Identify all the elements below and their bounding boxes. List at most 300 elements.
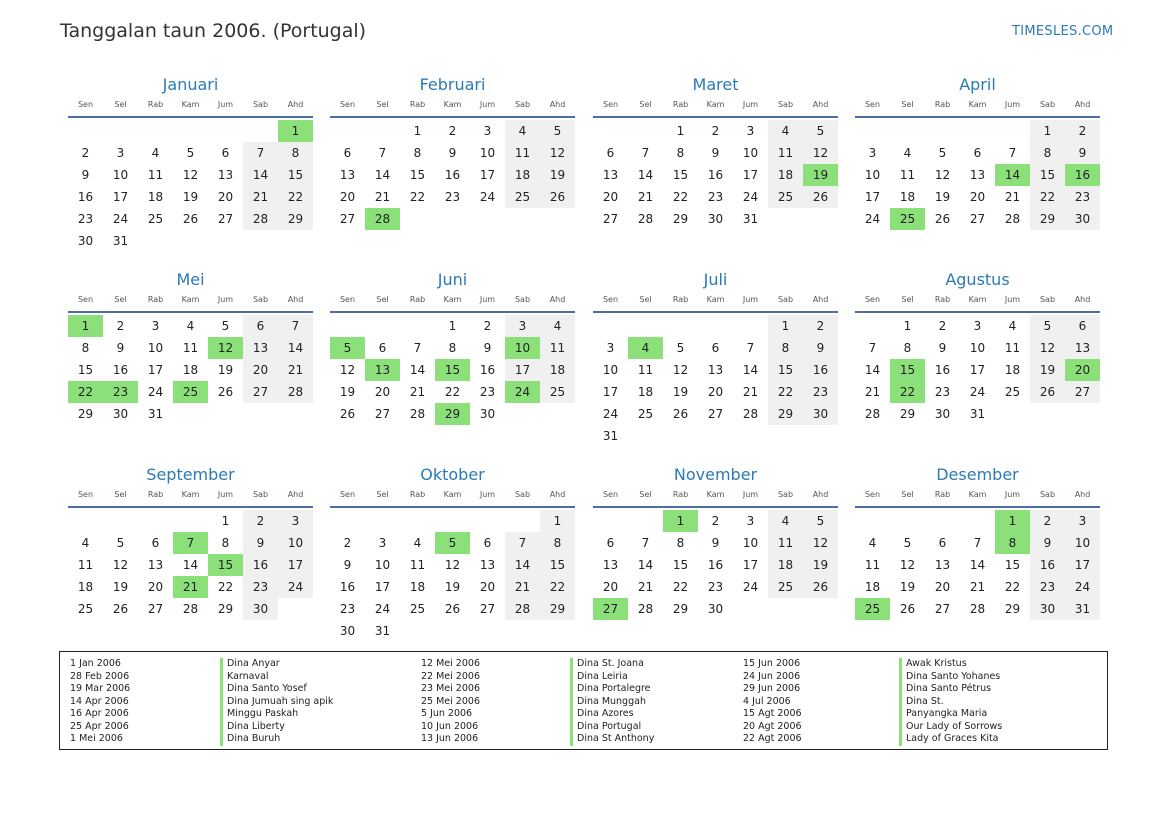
month-divider — [855, 116, 1100, 118]
day-cell: 29 — [672, 212, 689, 226]
weekday-label: Sel — [901, 100, 914, 109]
month-divider — [593, 506, 838, 508]
day-cell: 17 — [505, 359, 540, 381]
legend-names-col-1 — [220, 658, 333, 746]
day-cell: 16 — [934, 363, 951, 377]
holiday-legend — [59, 651, 1108, 750]
day-cell: 4 — [186, 319, 195, 333]
day-cell: 29 — [768, 403, 803, 425]
weekday-label: Rab — [409, 295, 426, 304]
day-cell: 3 — [505, 315, 540, 337]
day-cell: 11 — [637, 363, 654, 377]
day-cell: 31 — [112, 234, 129, 248]
day-cell: 5 — [803, 120, 838, 142]
weekday-label: Kam — [443, 490, 462, 499]
day-cell: 6 — [938, 536, 947, 550]
day-cell: 17 — [864, 190, 881, 204]
weekday-label: Jum — [1004, 490, 1021, 499]
month-divider — [330, 506, 575, 508]
month-divider — [593, 116, 838, 118]
day-cell: 2 — [1065, 120, 1100, 142]
day-cell: 10 — [374, 558, 391, 572]
weekday-label: Sen — [77, 100, 94, 109]
day-cell: 7 — [243, 142, 278, 164]
day-cell: 13 — [1065, 337, 1100, 359]
day-cell: 23 — [77, 212, 94, 226]
legend-date: 25 Mei 2006 — [421, 695, 480, 707]
day-cell: 11 — [147, 168, 164, 182]
weekday-label: Sel — [901, 490, 914, 499]
day-cell: 9 — [483, 341, 492, 355]
day-cell: 13 — [707, 363, 724, 377]
legend-holiday-name: Lady of Graces Kita — [899, 733, 1002, 746]
holiday-day-cell: 22 — [68, 381, 103, 403]
day-cell: 7 — [746, 341, 755, 355]
weekday-label: Sab — [1039, 490, 1056, 499]
legend-date: 1 Mei 2006 — [70, 733, 123, 744]
day-cell: 23 — [243, 576, 278, 598]
legend-holiday-name: Karnaval — [220, 671, 333, 684]
day-cell: 20 — [602, 190, 619, 204]
weekday-label: Sab — [252, 295, 269, 304]
day-cell: 1 — [448, 319, 457, 333]
weekday-label: Jum — [742, 295, 759, 304]
day-cell: 6 — [221, 146, 230, 160]
day-cell: 17 — [479, 168, 496, 182]
day-cell: 4 — [505, 120, 540, 142]
day-cell: 29 — [278, 208, 313, 230]
holiday-day-cell: 22 — [890, 381, 925, 403]
day-cell: 16 — [77, 190, 94, 204]
day-cell: 19 — [339, 385, 356, 399]
weekday-label: Sab — [514, 100, 531, 109]
weekday-label: Ahd — [549, 100, 566, 109]
day-cell: 20 — [934, 580, 951, 594]
day-cell: 13 — [243, 337, 278, 359]
day-cell: 25 — [409, 602, 426, 616]
day-cell: 16 — [479, 363, 496, 377]
day-cell: 30 — [707, 212, 724, 226]
day-cell: 10 — [969, 341, 986, 355]
holiday-day-cell: 29 — [435, 403, 470, 425]
day-cell: 14 — [637, 558, 654, 572]
day-cell: 3 — [746, 514, 755, 528]
legend-holiday-name: Dina Portugal — [570, 721, 654, 734]
weekday-label: Rab — [409, 490, 426, 499]
weekday-label: Sel — [114, 295, 127, 304]
holiday-day-cell: 5 — [435, 532, 470, 554]
day-cell: 13 — [969, 168, 986, 182]
month-name: Juli — [703, 270, 728, 289]
legend-date: 1 Jan 2006 — [70, 658, 121, 669]
day-cell: 15 — [409, 168, 426, 182]
month-name: Januari — [162, 75, 219, 94]
weekday-label: Rab — [147, 490, 164, 499]
day-cell: 14 — [182, 558, 199, 572]
month-divider — [330, 116, 575, 118]
day-cell: 25 — [768, 186, 803, 208]
weekday-label: Sen — [339, 100, 356, 109]
day-cell: 31 — [742, 212, 759, 226]
day-cell: 2 — [243, 510, 278, 532]
day-cell: 13 — [934, 558, 951, 572]
day-cell: 29 — [540, 598, 575, 620]
day-cell: 24 — [1065, 576, 1100, 598]
day-cell: 13 — [602, 558, 619, 572]
day-cell: 21 — [637, 580, 654, 594]
day-cell: 8 — [903, 341, 912, 355]
day-cell: 19 — [803, 554, 838, 576]
day-cell: 12 — [444, 558, 461, 572]
weekday-label: Sen — [864, 295, 881, 304]
day-cell: 12 — [1030, 337, 1065, 359]
weekday-label: Sab — [777, 100, 794, 109]
day-cell: 26 — [182, 212, 199, 226]
day-cell: 23 — [707, 190, 724, 204]
day-cell: 28 — [742, 407, 759, 421]
day-cell: 5 — [221, 319, 230, 333]
day-cell: 10 — [147, 341, 164, 355]
day-cell: 11 — [768, 532, 803, 554]
day-cell: 18 — [864, 580, 881, 594]
legend-holiday-name: Dina St Anthony — [570, 733, 654, 746]
day-cell: 25 — [77, 602, 94, 616]
holiday-day-cell: 10 — [505, 337, 540, 359]
weekday-label: Jum — [742, 490, 759, 499]
legend-date: 5 Jun 2006 — [421, 708, 473, 719]
day-cell: 23 — [803, 381, 838, 403]
brand-logo[interactable]: TIMESLES.COM — [1012, 24, 1114, 39]
day-cell: 25 — [768, 576, 803, 598]
day-cell: 18 — [147, 190, 164, 204]
day-cell: 2 — [483, 319, 492, 333]
day-cell: 28 — [969, 602, 986, 616]
day-cell: 14 — [742, 363, 759, 377]
day-cell: 29 — [672, 602, 689, 616]
weekday-label: Sel — [376, 100, 389, 109]
day-cell: 6 — [378, 341, 387, 355]
holiday-day-cell: 14 — [995, 164, 1030, 186]
day-cell: 4 — [540, 315, 575, 337]
day-cell: 2 — [343, 536, 352, 550]
day-cell: 15 — [1030, 164, 1065, 186]
day-cell: 4 — [903, 146, 912, 160]
legend-dates-col-2 — [421, 658, 480, 746]
day-cell: 3 — [116, 146, 125, 160]
weekday-label: Sab — [252, 490, 269, 499]
day-cell: 2 — [448, 124, 457, 138]
weekday-label: Ahd — [1074, 295, 1091, 304]
day-cell: 9 — [81, 168, 90, 182]
day-cell: 24 — [602, 407, 619, 421]
weekday-label: Sen — [602, 100, 619, 109]
day-cell: 31 — [1065, 598, 1100, 620]
weekday-label: Ahd — [287, 490, 304, 499]
day-cell: 24 — [742, 580, 759, 594]
day-cell: 27 — [217, 212, 234, 226]
day-cell: 11 — [540, 337, 575, 359]
day-cell: 8 — [278, 142, 313, 164]
day-cell: 11 — [768, 142, 803, 164]
day-cell: 9 — [343, 558, 352, 572]
day-cell: 13 — [602, 168, 619, 182]
holiday-day-cell: 4 — [628, 337, 663, 359]
day-cell: 31 — [602, 429, 619, 443]
day-cell: 8 — [448, 341, 457, 355]
month-divider — [855, 506, 1100, 508]
weekday-label: Ahd — [812, 295, 829, 304]
day-cell: 9 — [448, 146, 457, 160]
day-cell: 23 — [1065, 186, 1100, 208]
day-cell: 26 — [540, 186, 575, 208]
weekday-label: Ahd — [287, 100, 304, 109]
day-cell: 3 — [483, 124, 492, 138]
weekday-label: Sel — [114, 100, 127, 109]
weekday-label: Ahd — [287, 295, 304, 304]
day-cell: 16 — [444, 168, 461, 182]
day-cell: 6 — [151, 536, 160, 550]
legend-holiday-name: Awak Kristus — [899, 658, 1002, 671]
day-cell: 9 — [711, 536, 720, 550]
day-cell: 13 — [147, 558, 164, 572]
month-divider — [855, 311, 1100, 313]
day-cell: 10 — [278, 532, 313, 554]
day-cell: 21 — [374, 190, 391, 204]
weekday-label: Rab — [934, 100, 951, 109]
day-cell: 19 — [899, 580, 916, 594]
weekday-label: Kam — [706, 100, 725, 109]
day-cell: 8 — [540, 532, 575, 554]
day-cell: 9 — [116, 341, 125, 355]
day-cell: 27 — [934, 602, 951, 616]
legend-dates-col-1 — [70, 658, 130, 746]
day-cell: 20 — [339, 190, 356, 204]
weekday-label: Sab — [514, 490, 531, 499]
day-cell: 12 — [339, 363, 356, 377]
day-cell: 28 — [278, 381, 313, 403]
day-cell: 6 — [606, 146, 615, 160]
day-cell: 23 — [339, 602, 356, 616]
day-cell: 11 — [409, 558, 426, 572]
weekday-label: Rab — [672, 100, 689, 109]
day-cell: 8 — [221, 536, 230, 550]
day-cell: 12 — [182, 168, 199, 182]
weekday-label: Sen — [339, 295, 356, 304]
day-cell: 12 — [540, 142, 575, 164]
day-cell: 15 — [1004, 558, 1021, 572]
day-cell: 16 — [707, 558, 724, 572]
day-cell: 7 — [641, 536, 650, 550]
day-cell: 25 — [505, 186, 540, 208]
day-cell: 17 — [278, 554, 313, 576]
day-cell: 2 — [938, 319, 947, 333]
legend-date: 22 Mei 2006 — [421, 670, 480, 682]
day-cell: 8 — [768, 337, 803, 359]
day-cell: 23 — [934, 385, 951, 399]
day-cell: 12 — [934, 168, 951, 182]
weekday-label: Sel — [376, 490, 389, 499]
day-cell: 25 — [540, 381, 575, 403]
legend-date: 19 Mar 2006 — [70, 683, 131, 694]
weekday-label: Kam — [968, 100, 987, 109]
weekday-label: Kam — [706, 295, 725, 304]
day-cell: 19 — [112, 580, 129, 594]
day-cell: 24 — [479, 190, 496, 204]
holiday-day-cell: 24 — [505, 381, 540, 403]
day-cell: 1 — [540, 510, 575, 532]
holiday-day-cell: 16 — [1065, 164, 1100, 186]
month-name: Februari — [419, 75, 486, 94]
legend-date: 23 Mei 2006 — [421, 683, 480, 694]
day-cell: 24 — [147, 385, 164, 399]
day-cell: 22 — [1030, 186, 1065, 208]
weekday-label: Sen — [602, 490, 619, 499]
weekday-label: Ahd — [549, 295, 566, 304]
weekday-label: Jum — [479, 295, 496, 304]
weekday-label: Jum — [217, 490, 234, 499]
holiday-day-cell: 25 — [855, 598, 890, 620]
day-cell: 24 — [742, 190, 759, 204]
day-cell: 23 — [444, 190, 461, 204]
legend-holiday-name: Panyangka Maria — [899, 708, 1002, 721]
day-cell: 15 — [672, 168, 689, 182]
holiday-day-cell: 21 — [173, 576, 208, 598]
day-cell: 26 — [444, 602, 461, 616]
day-cell: 3 — [868, 146, 877, 160]
day-cell: 10 — [479, 146, 496, 160]
weekday-label: Sen — [864, 100, 881, 109]
day-cell: 4 — [413, 536, 422, 550]
day-cell: 6 — [343, 146, 352, 160]
weekday-label: Jum — [479, 490, 496, 499]
weekday-label: Rab — [147, 295, 164, 304]
day-cell: 12 — [899, 558, 916, 572]
day-cell: 14 — [409, 363, 426, 377]
day-cell: 4 — [1008, 319, 1017, 333]
legend-dates-col-3 — [743, 658, 802, 746]
day-cell: 4 — [151, 146, 160, 160]
day-cell: 8 — [676, 536, 685, 550]
holiday-day-cell: 20 — [1065, 359, 1100, 381]
day-cell: 29 — [77, 407, 94, 421]
weekday-label: Ahd — [549, 490, 566, 499]
holiday-day-cell: 12 — [208, 337, 243, 359]
holiday-day-cell: 7 — [173, 532, 208, 554]
legend-holiday-name: Dina Portalegre — [570, 683, 654, 696]
day-cell: 27 — [479, 602, 496, 616]
month-name: Agustus — [945, 270, 1010, 289]
day-cell: 18 — [77, 580, 94, 594]
day-cell: 18 — [768, 554, 803, 576]
day-cell: 6 — [483, 536, 492, 550]
day-cell: 4 — [768, 120, 803, 142]
day-cell: 6 — [243, 315, 278, 337]
day-cell: 25 — [1004, 385, 1021, 399]
weekday-label: Jum — [479, 100, 496, 109]
day-cell: 29 — [1030, 208, 1065, 230]
holiday-day-cell: 15 — [890, 359, 925, 381]
day-cell: 30 — [803, 403, 838, 425]
holiday-day-cell: 13 — [365, 359, 400, 381]
day-cell: 17 — [742, 168, 759, 182]
weekday-label: Sen — [77, 490, 94, 499]
day-cell: 15 — [540, 554, 575, 576]
day-cell: 7 — [641, 146, 650, 160]
legend-holiday-name: Dina St. Joana — [570, 658, 654, 671]
day-cell: 3 — [151, 319, 160, 333]
day-cell: 27 — [707, 407, 724, 421]
day-cell: 27 — [374, 407, 391, 421]
day-cell: 31 — [147, 407, 164, 421]
holiday-day-cell: 15 — [208, 554, 243, 576]
weekday-label: Sen — [77, 295, 94, 304]
day-cell: 21 — [409, 385, 426, 399]
day-cell: 28 — [864, 407, 881, 421]
day-cell: 1 — [903, 319, 912, 333]
day-cell: 18 — [540, 359, 575, 381]
day-cell: 6 — [606, 536, 615, 550]
holiday-day-cell: 27 — [593, 598, 628, 620]
day-cell: 3 — [973, 319, 982, 333]
day-cell: 23 — [707, 580, 724, 594]
day-cell: 6 — [973, 146, 982, 160]
page-title: Tanggalan taun 2006. (Portugal) — [60, 20, 367, 42]
legend-holiday-name: Dina Santo Yosef — [220, 683, 333, 696]
legend-date: 4 Jul 2006 — [743, 695, 791, 707]
day-cell: 16 — [803, 359, 838, 381]
day-cell: 30 — [77, 234, 94, 248]
month-divider — [68, 311, 313, 313]
day-cell: 16 — [243, 554, 278, 576]
day-cell: 10 — [742, 536, 759, 550]
day-cell: 29 — [217, 602, 234, 616]
day-cell: 18 — [505, 164, 540, 186]
day-cell: 23 — [1030, 576, 1065, 598]
day-cell: 30 — [934, 407, 951, 421]
day-cell: 19 — [182, 190, 199, 204]
legend-holiday-name: Our Lady of Sorrows — [899, 721, 1002, 734]
weekday-label: Kam — [443, 295, 462, 304]
day-cell: 5 — [903, 536, 912, 550]
weekday-label: Sab — [777, 295, 794, 304]
day-cell: 21 — [505, 576, 540, 598]
legend-holiday-name: Dina St. — [899, 696, 1002, 709]
legend-date: 15 Jun 2006 — [743, 658, 801, 669]
day-cell: 14 — [864, 363, 881, 377]
weekday-label: Sab — [1039, 295, 1056, 304]
weekday-label: Kam — [181, 100, 200, 109]
holiday-day-cell: 23 — [103, 381, 138, 403]
day-cell: 3 — [606, 341, 615, 355]
day-cell: 30 — [479, 407, 496, 421]
day-cell: 17 — [742, 558, 759, 572]
day-cell: 15 — [77, 363, 94, 377]
day-cell: 28 — [637, 602, 654, 616]
day-cell: 26 — [899, 602, 916, 616]
legend-date: 12 Mei 2006 — [421, 658, 480, 669]
day-cell: 21 — [864, 385, 881, 399]
weekday-label: Rab — [934, 295, 951, 304]
day-cell: 17 — [374, 580, 391, 594]
day-cell: 20 — [969, 190, 986, 204]
legend-date: 22 Agt 2006 — [743, 733, 802, 744]
legend-date: 16 Apr 2006 — [70, 708, 129, 719]
day-cell: 3 — [278, 510, 313, 532]
day-cell: 22 — [672, 580, 689, 594]
weekday-label: Sel — [901, 295, 914, 304]
day-cell: 12 — [112, 558, 129, 572]
day-cell: 22 — [768, 381, 803, 403]
